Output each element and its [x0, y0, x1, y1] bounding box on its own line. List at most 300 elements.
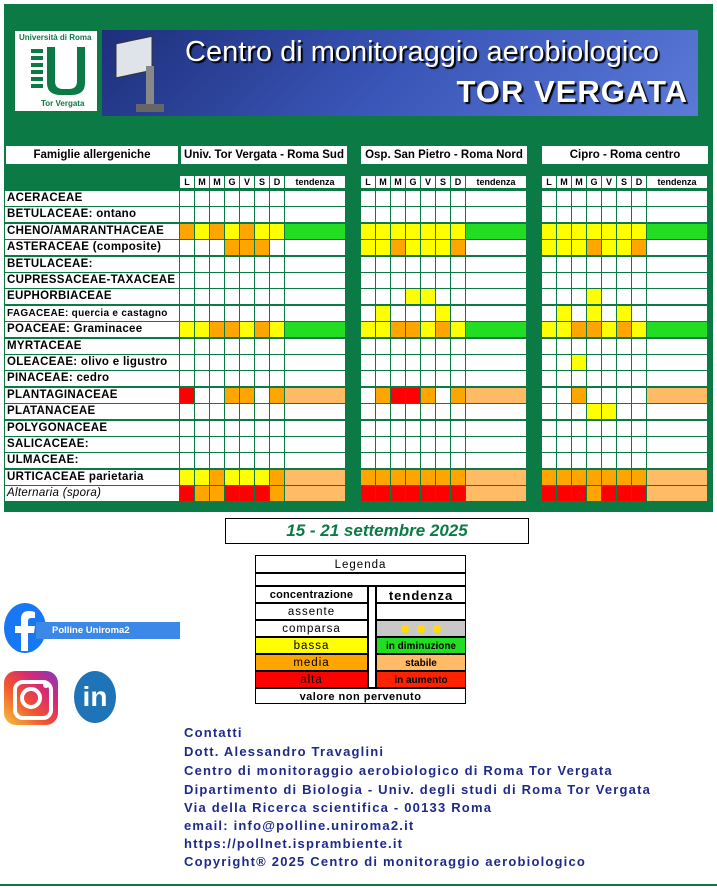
trend-cell: [647, 289, 707, 304]
concentration-cell: [361, 404, 375, 419]
family-label: EUPHORBIACEAE: [5, 289, 179, 304]
trend-cell: [647, 306, 707, 321]
trend-cell: [285, 453, 345, 468]
legend-stab: stabile: [376, 654, 466, 671]
concentration-cell: [451, 224, 465, 239]
concentration-cell: [376, 322, 390, 337]
concentration-cell: [436, 486, 450, 501]
concentration-cell: [617, 289, 631, 304]
concentration-cell: [361, 289, 375, 304]
family-label: POACEAE: Graminacee: [5, 322, 179, 337]
concentration-cell: [391, 470, 405, 485]
concentration-cell: [542, 240, 556, 255]
concentration-cell: [557, 421, 571, 436]
concentration-cell: [376, 339, 390, 354]
concentration-cell: [240, 470, 254, 485]
trend-header-sud: tendenza: [285, 176, 345, 188]
concentration-cell: [210, 273, 224, 288]
concentration-cell: [587, 470, 601, 485]
concentration-cell: [361, 191, 375, 206]
trend-cell: [647, 453, 707, 468]
concentration-cell: [617, 322, 631, 337]
concentration-cell: [572, 486, 586, 501]
copyright: Copyright® 2025 Centro di monitoraggio aerobiologico: [184, 854, 587, 869]
trend-header-centro: tendenza: [647, 176, 707, 188]
concentration-cell: [451, 191, 465, 206]
trend-cell: [285, 322, 345, 337]
concentration-cell: [587, 453, 601, 468]
concentration-cell: [436, 273, 450, 288]
concentration-cell: [602, 371, 616, 386]
concentration-cell: [240, 339, 254, 354]
concentration-cell: [436, 404, 450, 419]
trend-cell: [285, 371, 345, 386]
concentration-cell: [180, 224, 194, 239]
concentration-cell: [240, 322, 254, 337]
family-label: URTICACEAE parietaria: [5, 470, 179, 485]
concentration-cell: [617, 371, 631, 386]
concentration-cell: [255, 486, 269, 501]
concentration-cell: [225, 421, 239, 436]
concentration-cell: [436, 306, 450, 321]
family-label: BETULACEAE:: [5, 257, 179, 272]
concentration-cell: [617, 273, 631, 288]
concentration-cell: [210, 306, 224, 321]
concentration-cell: [451, 273, 465, 288]
trend-cell: [285, 306, 345, 321]
concentration-cell: [421, 224, 435, 239]
legend-conc-header: concentrazione: [255, 586, 368, 603]
concentration-cell: [436, 437, 450, 452]
concentration-cell: [632, 257, 646, 272]
concentration-cell: [240, 207, 254, 222]
concentration-cell: [436, 191, 450, 206]
trend-cell: [285, 404, 345, 419]
trend-cell: [285, 207, 345, 222]
concentration-cell: [376, 257, 390, 272]
concentration-cell: [406, 306, 420, 321]
concentration-cell: [406, 437, 420, 452]
concentration-cell: [557, 306, 571, 321]
trend-cell: [466, 273, 526, 288]
day-header-centro: M: [557, 176, 571, 188]
concentration-cell: [421, 453, 435, 468]
day-header-centro: M: [572, 176, 586, 188]
facebook-link[interactable]: Polline Uniroma2: [36, 622, 180, 639]
legend-divider: [368, 586, 376, 688]
concentration-cell: [391, 306, 405, 321]
concentration-cell: [270, 404, 284, 419]
concentration-cell: [617, 355, 631, 370]
trend-cell: [285, 339, 345, 354]
concentration-cell: [602, 224, 616, 239]
day-header-nord: G: [406, 176, 420, 188]
concentration-cell: [542, 404, 556, 419]
legend-trend-header: tendenza: [376, 586, 466, 603]
concentration-cell: [255, 273, 269, 288]
concentration-cell: [195, 388, 209, 403]
concentration-cell: [572, 273, 586, 288]
concentration-cell: [572, 470, 586, 485]
day-header-sud: V: [240, 176, 254, 188]
banner-subtitle: TOR VERGATA: [456, 74, 688, 109]
concentration-cell: [421, 339, 435, 354]
concentration-cell: [421, 257, 435, 272]
concentration-cell: [557, 453, 571, 468]
concentration-cell: [180, 306, 194, 321]
concentration-cell: [225, 470, 239, 485]
trend-cell: [647, 404, 707, 419]
concentration-cell: [421, 470, 435, 485]
concentration-cell: [587, 421, 601, 436]
bottom-divider: [0, 884, 717, 886]
day-header-nord: M: [376, 176, 390, 188]
concentration-cell: [436, 421, 450, 436]
concentration-cell: [240, 421, 254, 436]
linkedin-icon[interactable]: in: [74, 671, 116, 723]
legend-media: media: [255, 654, 368, 671]
concentration-cell: [557, 240, 571, 255]
concentration-cell: [210, 207, 224, 222]
concentration-cell: [391, 240, 405, 255]
concentration-cell: [602, 388, 616, 403]
concentration-cell: [270, 306, 284, 321]
trend-cell: [647, 240, 707, 255]
logo-u-icon: [25, 45, 87, 97]
concentration-cell: [542, 306, 556, 321]
concentration-cell: [557, 371, 571, 386]
concentration-cell: [602, 240, 616, 255]
concentration-cell: [270, 486, 284, 501]
instagram-icon[interactable]: [4, 671, 58, 725]
trend-cell: [466, 207, 526, 222]
trend-cell: [285, 289, 345, 304]
concentration-cell: [632, 404, 646, 419]
trend-cell: [285, 224, 345, 239]
concentration-cell: [180, 207, 194, 222]
legend-nv: valore non pervenuto: [255, 688, 466, 704]
day-header-sud: M: [210, 176, 224, 188]
concentration-cell: [451, 470, 465, 485]
concentration-cell: [361, 437, 375, 452]
concentration-cell: [557, 470, 571, 485]
concentration-cell: [195, 371, 209, 386]
concentration-cell: [195, 322, 209, 337]
concentration-cell: [451, 453, 465, 468]
concentration-cell: [391, 289, 405, 304]
concentration-cell: [210, 191, 224, 206]
concentration-cell: [225, 486, 239, 501]
concentration-cell: [195, 224, 209, 239]
concentration-cell: [270, 289, 284, 304]
concentration-cell: [210, 388, 224, 403]
trend-cell: [285, 355, 345, 370]
concentration-cell: [406, 273, 420, 288]
concentration-cell: [361, 355, 375, 370]
trend-cell: [647, 207, 707, 222]
concentration-cell: [391, 224, 405, 239]
concentration-cell: [361, 224, 375, 239]
trend-cell: [466, 257, 526, 272]
concentration-cell: [587, 371, 601, 386]
concentration-cell: [632, 322, 646, 337]
concentration-cell: [225, 355, 239, 370]
concentration-cell: [240, 224, 254, 239]
concentration-cell: [376, 240, 390, 255]
day-header-centro: D: [632, 176, 646, 188]
day-header-centro: L: [542, 176, 556, 188]
concentration-cell: [617, 470, 631, 485]
concentration-cell: [225, 453, 239, 468]
concentration-cell: [617, 404, 631, 419]
concentration-cell: [391, 355, 405, 370]
trend-cell: [466, 453, 526, 468]
trend-cell: [647, 388, 707, 403]
concentration-cell: [376, 224, 390, 239]
concentration-cell: [195, 486, 209, 501]
concentration-cell: [542, 191, 556, 206]
concentration-cell: [240, 486, 254, 501]
concentration-cell: [270, 339, 284, 354]
concentration-cell: [557, 207, 571, 222]
trend-cell: [466, 470, 526, 485]
concentration-cell: [542, 322, 556, 337]
family-label: PLATANACEAE: [5, 404, 179, 419]
concentration-cell: [210, 355, 224, 370]
concentration-cell: [557, 289, 571, 304]
concentration-cell: [361, 207, 375, 222]
day-header-sud: L: [180, 176, 194, 188]
concentration-cell: [225, 240, 239, 255]
family-label: PLANTAGINACEAE: [5, 388, 179, 403]
concentration-cell: [421, 437, 435, 452]
concentration-cell: [361, 273, 375, 288]
concentration-cell: [632, 339, 646, 354]
concentration-cell: [180, 191, 194, 206]
concentration-cell: [542, 257, 556, 272]
concentration-cell: [361, 240, 375, 255]
concentration-cell: [406, 404, 420, 419]
concentration-cell: [542, 486, 556, 501]
concentration-cell: [210, 257, 224, 272]
concentration-cell: [632, 453, 646, 468]
concentration-cell: [557, 388, 571, 403]
concentration-cell: [270, 371, 284, 386]
concentration-cell: [376, 486, 390, 501]
concentration-cell: [180, 355, 194, 370]
family-label: POLYGONACEAE: [5, 421, 179, 436]
concentration-cell: [195, 421, 209, 436]
legend-comparsa: comparsa: [255, 620, 368, 637]
concentration-cell: [240, 240, 254, 255]
concentration-cell: [632, 306, 646, 321]
trend-cell: [466, 388, 526, 403]
concentration-cell: [572, 421, 586, 436]
concentration-cell: [210, 437, 224, 452]
concentration-cell: [557, 404, 571, 419]
concentration-cell: [421, 273, 435, 288]
families-header: Famiglie allergeniche: [5, 145, 179, 165]
concentration-cell: [632, 421, 646, 436]
concentration-cell: [225, 404, 239, 419]
concentration-cell: [572, 289, 586, 304]
concentration-cell: [240, 257, 254, 272]
legend-assente: assente: [255, 603, 368, 620]
trend-cell: [285, 470, 345, 485]
concentration-cell: [376, 306, 390, 321]
concentration-cell: [406, 486, 420, 501]
trend-cell: [647, 273, 707, 288]
concentration-cell: [542, 273, 556, 288]
concentration-cell: [436, 289, 450, 304]
concentration-cell: [225, 289, 239, 304]
date-range: 15 - 21 settembre 2025: [225, 518, 529, 544]
trend-cell: [647, 437, 707, 452]
concentration-cell: [225, 207, 239, 222]
concentration-cell: [225, 388, 239, 403]
concentration-cell: [270, 207, 284, 222]
concentration-cell: [210, 371, 224, 386]
concentration-cell: [451, 257, 465, 272]
concentration-cell: [406, 224, 420, 239]
concentration-cell: [255, 388, 269, 403]
concentration-cell: [451, 421, 465, 436]
concentration-cell: [421, 421, 435, 436]
concentration-cell: [225, 339, 239, 354]
concentration-cell: [587, 224, 601, 239]
concentration-cell: [421, 240, 435, 255]
concentration-cell: [406, 421, 420, 436]
concentration-cell: [180, 437, 194, 452]
concentration-cell: [210, 404, 224, 419]
concentration-cell: [617, 207, 631, 222]
concentration-cell: [376, 453, 390, 468]
concentration-cell: [376, 207, 390, 222]
concentration-cell: [542, 289, 556, 304]
concentration-cell: [542, 224, 556, 239]
concentration-cell: [572, 207, 586, 222]
concentration-cell: [632, 355, 646, 370]
concentration-cell: [542, 470, 556, 485]
trend-cell: [466, 421, 526, 436]
trend-cell: [466, 306, 526, 321]
concentration-cell: [587, 437, 601, 452]
legend-bassa: bassa: [255, 637, 368, 654]
concentration-cell: [602, 355, 616, 370]
day-header-centro: S: [617, 176, 631, 188]
concentration-cell: [195, 191, 209, 206]
concentration-cell: [180, 289, 194, 304]
day-header-nord: S: [436, 176, 450, 188]
concentration-cell: [376, 470, 390, 485]
concentration-cell: [602, 486, 616, 501]
contact-website[interactable]: https://pollnet.isprambiente.it: [184, 836, 404, 851]
concentration-cell: [376, 273, 390, 288]
concentration-cell: [270, 437, 284, 452]
concentration-cell: [557, 322, 571, 337]
legend-spacer: [255, 573, 466, 586]
concentration-cell: [240, 306, 254, 321]
concentration-cell: [436, 322, 450, 337]
concentration-cell: [572, 404, 586, 419]
concentration-cell: [180, 257, 194, 272]
concentration-cell: [270, 240, 284, 255]
trend-cell: [466, 404, 526, 419]
concentration-cell: [572, 437, 586, 452]
concentration-cell: [602, 453, 616, 468]
family-label: FAGACEAE: quercia e castagno: [5, 306, 179, 321]
concentration-cell: [572, 355, 586, 370]
concentration-cell: [602, 273, 616, 288]
concentration-cell: [255, 453, 269, 468]
concentration-cell: [361, 453, 375, 468]
concentration-cell: [587, 355, 601, 370]
concentration-cell: [255, 257, 269, 272]
concentration-cell: [421, 191, 435, 206]
concentration-cell: [195, 273, 209, 288]
day-header-centro: V: [602, 176, 616, 188]
trend-cell: [466, 289, 526, 304]
concentration-cell: [572, 388, 586, 403]
concentration-cell: [451, 437, 465, 452]
concentration-cell: [406, 388, 420, 403]
day-header-nord: L: [361, 176, 375, 188]
concentration-cell: [557, 224, 571, 239]
concentration-cell: [270, 257, 284, 272]
concentration-cell: [225, 257, 239, 272]
concentration-cell: [557, 339, 571, 354]
university-logo: [14, 30, 98, 112]
family-label: MYRTACEAE: [5, 339, 179, 354]
trend-cell: [285, 191, 345, 206]
concentration-cell: [210, 486, 224, 501]
concentration-cell: [391, 404, 405, 419]
contact-name: Dott. Alessandro Travaglini: [184, 744, 385, 759]
concentration-cell: [542, 421, 556, 436]
concentration-cell: [391, 191, 405, 206]
concentration-cell: [361, 322, 375, 337]
day-header-sud: S: [255, 176, 269, 188]
concentration-cell: [451, 486, 465, 501]
concentration-cell: [361, 421, 375, 436]
concentration-cell: [451, 404, 465, 419]
concentration-cell: [255, 404, 269, 419]
concentration-cell: [602, 289, 616, 304]
concentration-cell: [632, 240, 646, 255]
concentration-cell: [406, 207, 420, 222]
concentration-cell: [451, 339, 465, 354]
concentration-cell: [240, 273, 254, 288]
concentration-cell: [391, 257, 405, 272]
concentration-cell: [391, 371, 405, 386]
concentration-cell: [180, 240, 194, 255]
concentration-cell: [376, 421, 390, 436]
concentration-cell: [361, 388, 375, 403]
concentration-cell: [195, 437, 209, 452]
concentration-cell: [240, 437, 254, 452]
concentration-cell: [255, 191, 269, 206]
contact-email[interactable]: email: info@polline.uniroma2.it: [184, 818, 415, 833]
concentration-cell: [406, 289, 420, 304]
concentration-cell: [436, 355, 450, 370]
concentration-cell: [436, 470, 450, 485]
concentration-cell: [421, 404, 435, 419]
concentration-cell: [361, 486, 375, 501]
concentration-cell: [617, 437, 631, 452]
concentration-cell: [572, 322, 586, 337]
trend-header-nord: tendenza: [466, 176, 526, 188]
trend-cell: [647, 421, 707, 436]
